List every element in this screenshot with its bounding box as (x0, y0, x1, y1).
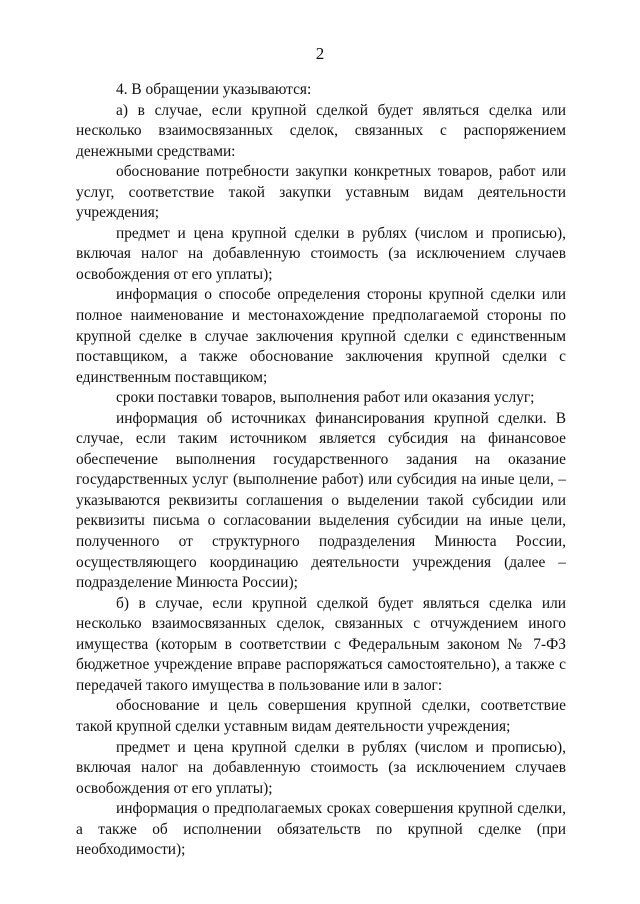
paragraph-timing-info: информация о предполагаемых сроках совершения крупной сделки, а также об исполнении обязательств по крупной сделке (при необходимости); (76, 800, 566, 859)
paragraph-subitem-b: б) в случае, если крупной сделкой будет являться сделка или несколько взаимосвязанных сделок, связанных с отчуждением иного имущества (которым в соответствии с Федеральным законом № 7-ФЗ бюджетное учреждение вправе распоряжаться самостоятельно), а также с передачей такого имущества в пользование или в залог: (76, 594, 566, 694)
paragraph-procurement-justification: обоснование потребности закупки конкретных товаров, работ или услуг, соответствие такой закупки уставным видам деятельности учреждения; (76, 163, 566, 222)
page-number: 2 (315, 44, 325, 63)
paragraph-purpose-justification: обоснование и цель совершения крупной сделки, соответствие такой крупной сделки уставным видам деятельности учреждения; (76, 697, 566, 735)
paragraph-funding-sources: информация об источниках финансирования крупной сделки. В случае, если таким источником является субсидия на финансовое обеспечение выполнения государственного задания на оказание государственных услуг (выполнение работ) или субсидия на иные цели, – указываются реквизиты соглашения о выделении такой субсидии или реквизиты письма о согласовании выделения субсидии на иные цели, полученного от структурного подразделения Минюста России, осуществляющего координацию деятельности учреждения (далее – подразделение Минюста России); (76, 409, 566, 592)
document-body (76, 80, 566, 861)
paragraph-delivery-terms: сроки поставки товаров, выполнения работ или оказания услуг; (116, 389, 535, 407)
paragraph-subject-and-price: предмет и цена крупной сделки в рублях (числом и прописью), включая налог на добавленную стоимость (за исключением случаев освобождения от его уплаты); (76, 224, 566, 283)
paragraph-item-4-heading: 4. В обращении указываются: (116, 81, 312, 98)
paragraph-counterparty-info: информация о способе определения стороны крупной сделки или полное наименование и местонахождение предполагаемой стороны по крупной сделке в случае заключения крупной сделки с единственным поставщиком, а также обоснование заключения крупной сделки с единственным поставщиком; (76, 286, 566, 386)
paragraph-subject-and-price-2: предмет и цена крупной сделки в рублях (числом и прописью), включая налог на добавленную стоимость (за исключением случаев освобождения от его уплаты); (76, 738, 566, 797)
paragraph-subitem-a: а) в случае, если крупной сделкой будет являться сделка или несколько взаимосвязанных сделок, связанных с распоряжением денежными средствами: (76, 101, 566, 160)
